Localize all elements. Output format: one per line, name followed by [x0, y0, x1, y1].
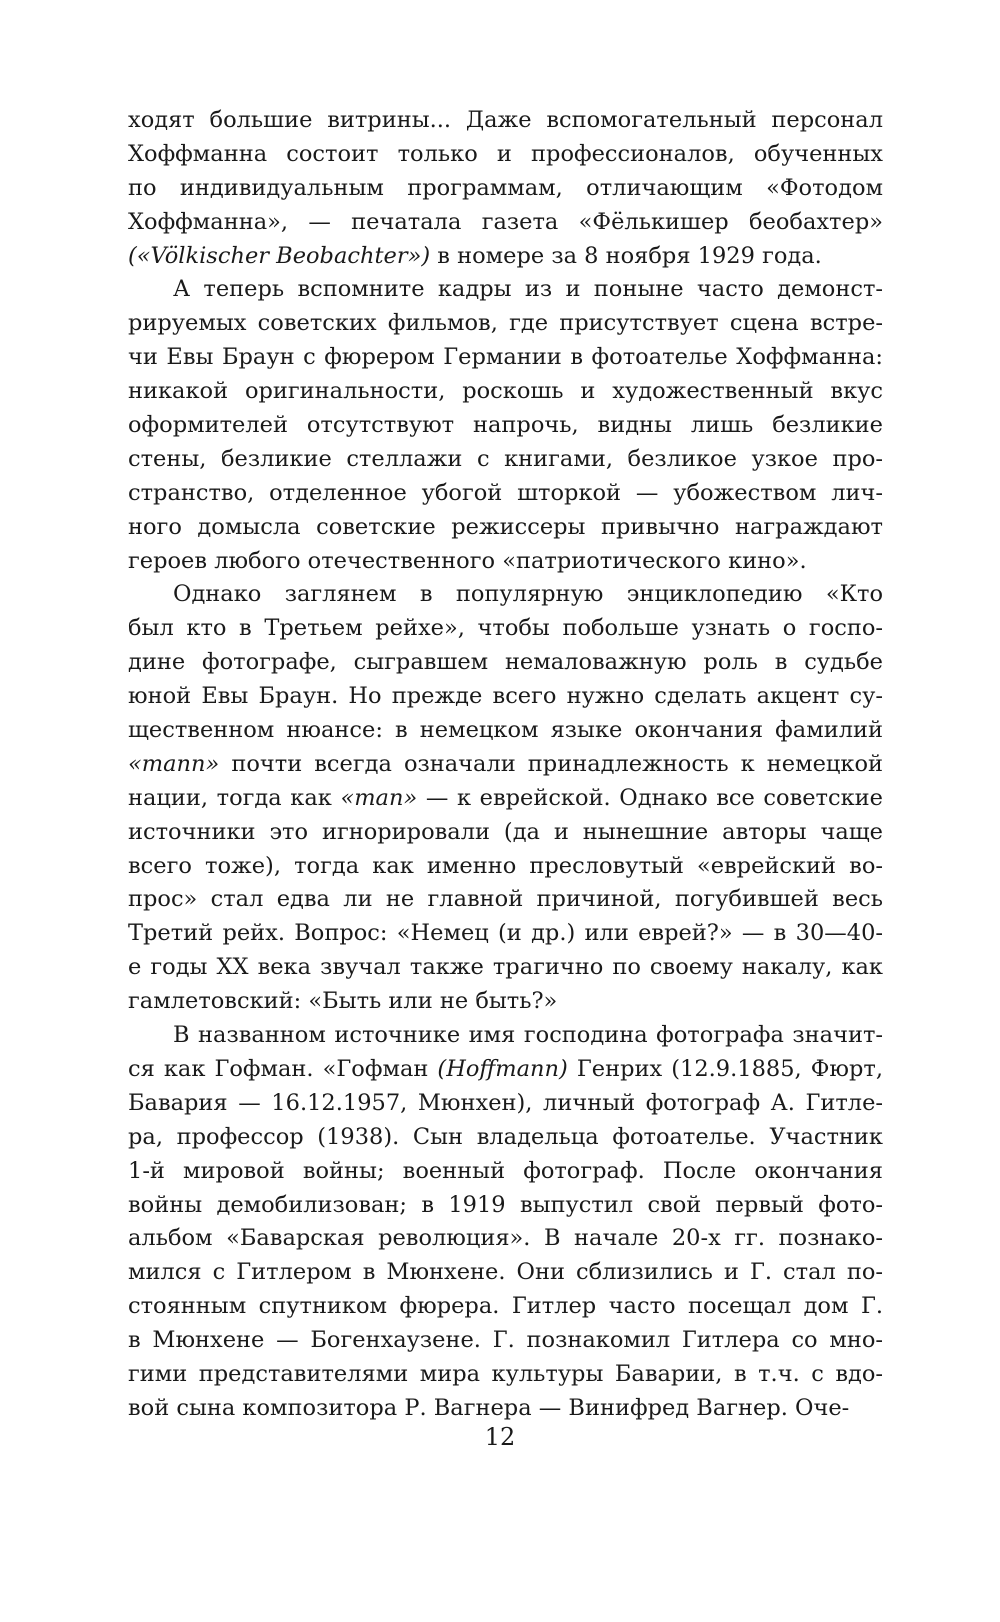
italic-text: «man»	[340, 784, 418, 811]
text-segment: нации, тогда как	[128, 784, 341, 811]
text-line: дине фотографе, сыгравшем немаловажную роль в судьбе	[128, 649, 883, 676]
text-line: рируемых советских фильмов, где присутствует сцена встре-	[128, 310, 883, 337]
text-line: всего тоже), тогда как именно пресловутый «еврейский во-	[128, 852, 883, 879]
text-line	[128, 782, 883, 816]
text-line: ра, профессор (1938). Сын владельца фотоателье. Участник	[128, 1123, 883, 1150]
paragraph	[128, 104, 883, 273]
text-line: Бавария — 16.12.1957, Мюнхен), личный фотограф А. Гитле-	[128, 1089, 883, 1116]
text-line: никакой оригинальности, роскошь и художественный вкус	[128, 378, 883, 405]
text-line: е годы XX века звучал также трагично по своему накалу, как	[128, 954, 883, 981]
text-segment: в номере за 8 ноября 1929 года.	[430, 242, 822, 269]
text-line: гамлетовский: «Быть или не быть?»	[128, 988, 558, 1015]
text-line	[128, 1053, 883, 1087]
text-line: стены, безликие стеллажи с книгами, безликое узкое про-	[128, 445, 883, 472]
text-line: стоянным спутником фюрера. Гитлер часто посещал дом Г.	[128, 1293, 883, 1320]
text-line: был кто в Третьем рейхе», чтобы побольше узнать о госпо-	[128, 615, 883, 642]
text-line: ного домысла советские режиссеры привычно награждают	[128, 513, 883, 540]
italic-text: (Hoffmann)	[437, 1055, 568, 1082]
text-line: ходят большие витрины... Даже вспомогательный персонал	[128, 107, 883, 133]
paragraph	[128, 273, 883, 578]
text-line: в Мюнхене — Богенхаузене. Г. познакомил Гитлера со мно-	[128, 1327, 883, 1354]
page-text	[128, 104, 883, 1426]
text-line: 1-й мировой войны; военный фотограф. После окончания	[128, 1157, 883, 1184]
text-line: оформителей отсутствуют напрочь, видны лишь безликие	[128, 412, 883, 439]
paragraph	[128, 1019, 883, 1426]
text-line: Однако заглянем в популярную энциклопедию «Кто	[173, 581, 883, 608]
text-line: войны демобилизован; в 1919 выпустил свой первый фото-	[128, 1191, 883, 1218]
italic-text: «mann»	[128, 750, 220, 777]
text-line: чи Евы Браун с фюрером Германии в фотоателье Хоффманна:	[128, 344, 883, 371]
text-line	[128, 240, 883, 274]
text-segment: почти всегда означали принадлежность к немецкой	[219, 750, 883, 777]
text-line: странство, отделенное убогой шторкой — убожеством лич-	[128, 479, 883, 506]
text-line: Третий рейх. Вопрос: «Немец (и др.) или еврей?» — в 30—40-	[128, 920, 883, 947]
text-line: В названном источнике имя господина фотографа значит-	[173, 1022, 883, 1049]
text-line: альбом «Баварская революция». В начале 20-х гг. познако-	[128, 1225, 883, 1252]
italic-text: («Völkischer Beobachter»)	[128, 242, 431, 269]
text-line: вой сына композитора Р. Вагнера — Винифред Вагнер. Оче-	[128, 1394, 850, 1421]
text-segment: — к еврейской. Однако все советские	[417, 784, 883, 811]
text-line: Хоффманна состоит только и профессионалов, обученных	[128, 140, 883, 167]
text-line	[128, 748, 883, 782]
text-line: юной Евы Браун. Но прежде всего нужно сделать акцент су-	[128, 683, 883, 710]
text-line: А теперь вспомните кадры из и поныне часто демонст-	[173, 276, 883, 303]
text-line: гими представителями мира культуры Баварии, в т.ч. с вдо-	[128, 1360, 883, 1387]
text-line: Хоффманна», — печатала газета «Фёлькишер беобахтер»	[128, 208, 883, 235]
text-line: источники это игнорировали (да и нынешние авторы чаще	[128, 818, 883, 845]
text-segment: ся как Гофман. «Гофман	[128, 1055, 438, 1082]
text-line: щественном нюансе: в немецком языке окончания фамилий	[128, 717, 883, 744]
text-line: мился с Гитлером в Мюнхене. Они сблизились и Г. стал по-	[128, 1259, 883, 1286]
text-line: по индивидуальным программам, отличающим «Фотодом	[128, 174, 883, 201]
text-line: прос» стал едва ли не главной причиной, погубившей весь	[128, 886, 883, 913]
text-segment: Генрих (12.9.1885, Фюрт,	[567, 1055, 883, 1082]
paragraph	[128, 578, 883, 1019]
page-number: 12	[484, 1423, 516, 1451]
text-line: героев любого отечественного «патриотического кино».	[128, 547, 807, 574]
